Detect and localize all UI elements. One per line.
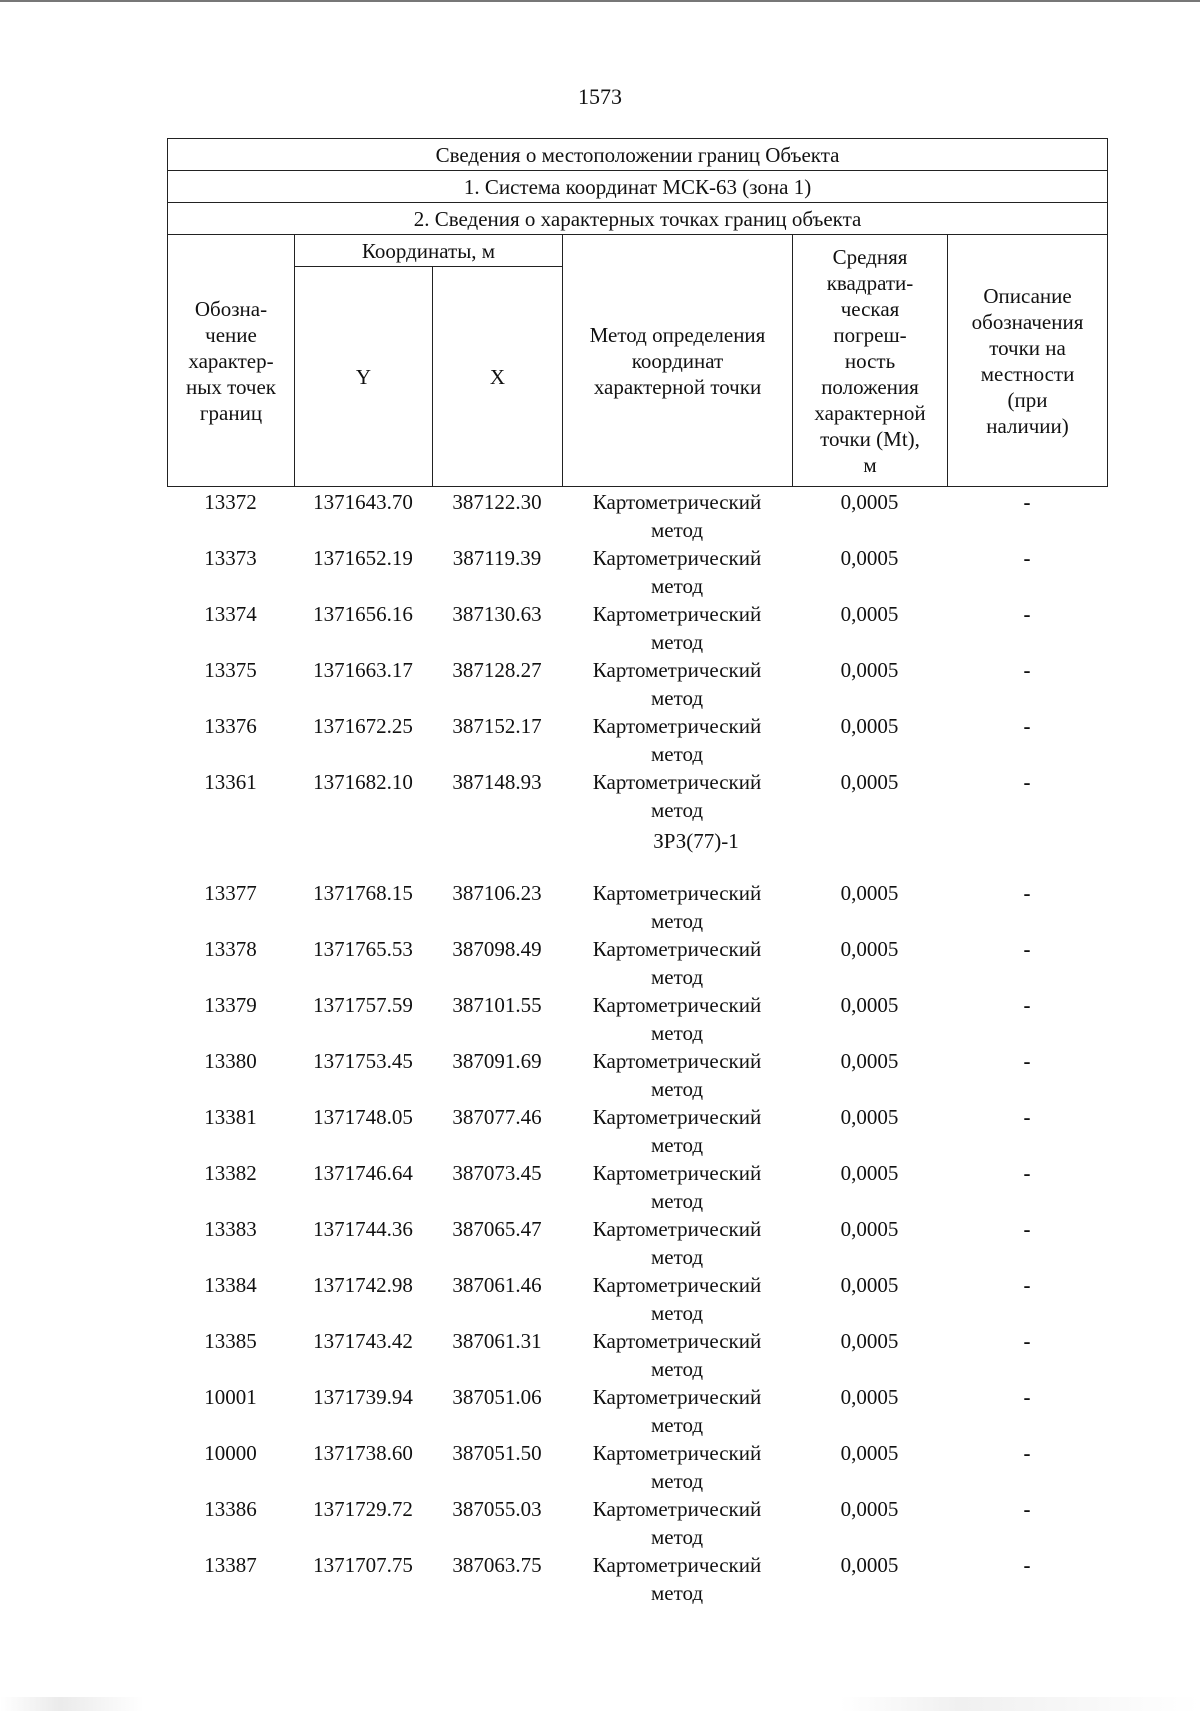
method: Картометрический метод — [592, 490, 762, 542]
table-row — [167, 879, 1107, 935]
coord-x: 387148.93 — [452, 770, 542, 794]
coord-x: 387077.46 — [452, 1105, 542, 1129]
col-method: Метод определения координат характерной точки — [563, 235, 793, 487]
table-row — [167, 1495, 1107, 1551]
description: - — [1023, 993, 1031, 1017]
error-value: 0,0005 — [840, 1441, 899, 1465]
error-value: 0,0005 — [840, 1161, 899, 1185]
col-y: Y — [295, 267, 433, 487]
description: - — [1023, 1217, 1031, 1241]
description: - — [1023, 658, 1031, 682]
coord-y: 1371739.94 — [313, 1385, 413, 1409]
description: - — [1023, 1553, 1031, 1577]
method: Картометрический метод — [592, 881, 762, 933]
error-value: 0,0005 — [840, 546, 899, 570]
coord-y: 1371748.05 — [313, 1105, 413, 1129]
coord-y: 1371672.25 — [313, 714, 413, 738]
method: Картометрический метод — [592, 1497, 762, 1549]
method: Картометрический метод — [592, 658, 762, 710]
table-row — [167, 1439, 1107, 1495]
table-row — [167, 1327, 1107, 1383]
table-row — [167, 935, 1107, 991]
table-row — [167, 488, 1107, 544]
coord-y: 1371744.36 — [313, 1217, 413, 1241]
point-number: 13379 — [204, 993, 257, 1017]
table-row — [167, 600, 1107, 656]
table-row — [167, 1047, 1107, 1103]
coord-x: 387061.31 — [452, 1329, 542, 1353]
point-number: 13381 — [204, 1105, 257, 1129]
error-value: 0,0005 — [840, 1049, 899, 1073]
error-value: 0,0005 — [840, 1329, 899, 1353]
top-scan-edge — [0, 0, 1200, 2]
description: - — [1023, 937, 1031, 961]
point-number: 13375 — [204, 658, 257, 682]
bottom-scan-edge — [0, 1697, 1200, 1711]
description: - — [1023, 714, 1031, 738]
point-number: 13361 — [204, 770, 257, 794]
table-row — [167, 656, 1107, 712]
coord-y: 1371652.19 — [313, 546, 413, 570]
point-number: 13387 — [204, 1553, 257, 1577]
coord-y: 1371682.10 — [313, 770, 413, 794]
coord-y: 1371707.75 — [313, 1553, 413, 1577]
point-number: 13382 — [204, 1161, 257, 1185]
description: - — [1023, 1105, 1031, 1129]
table-row — [167, 1383, 1107, 1439]
col-error: Средняя квадрати- ческая погреш- ность положения характерной точки (Mt), м — [793, 235, 948, 487]
method: Картометрический метод — [592, 770, 762, 822]
coord-x: 387055.03 — [452, 1497, 542, 1521]
description: - — [1023, 1161, 1031, 1185]
point-number: 13385 — [204, 1329, 257, 1353]
description: - — [1023, 770, 1031, 794]
coord-x: 387051.50 — [452, 1441, 542, 1465]
description: - — [1023, 1441, 1031, 1465]
error-value: 0,0005 — [840, 714, 899, 738]
group-main — [167, 488, 1107, 824]
coord-y: 1371768.15 — [313, 881, 413, 905]
coord-x: 387098.49 — [452, 937, 542, 961]
point-number: 13374 — [204, 602, 257, 626]
coord-y: 1371663.17 — [313, 658, 413, 682]
point-number: 13380 — [204, 1049, 257, 1073]
coord-x: 387152.17 — [452, 714, 542, 738]
coord-x: 387128.27 — [452, 658, 542, 682]
coord-x: 387051.06 — [452, 1385, 542, 1409]
header-coordinate-system: 1. Система координат МСК-63 (зона 1) — [168, 171, 1108, 203]
description: - — [1023, 1385, 1031, 1409]
method: Картометрический метод — [592, 1161, 762, 1213]
table-row — [167, 1215, 1107, 1271]
error-value: 0,0005 — [840, 993, 899, 1017]
error-value: 0,0005 — [840, 602, 899, 626]
error-value: 0,0005 — [840, 770, 899, 794]
error-value: 0,0005 — [840, 937, 899, 961]
table-row — [167, 544, 1107, 600]
table-row — [167, 1551, 1107, 1607]
coord-x: 387106.23 — [452, 881, 542, 905]
description: - — [1023, 546, 1031, 570]
description: - — [1023, 1329, 1031, 1353]
coord-y: 1371656.16 — [313, 602, 413, 626]
method: Картометрический метод — [592, 1273, 762, 1325]
table-row — [167, 712, 1107, 768]
table-row — [167, 1271, 1107, 1327]
description: - — [1023, 1049, 1031, 1073]
coord-y: 1371643.70 — [313, 490, 413, 514]
point-number: 13373 — [204, 546, 257, 570]
coord-x: 387119.39 — [452, 546, 542, 570]
coord-x: 387061.46 — [452, 1273, 542, 1297]
table-row — [167, 768, 1107, 824]
coord-y: 1371738.60 — [313, 1441, 413, 1465]
coord-x: 387091.69 — [452, 1049, 542, 1073]
col-description: Описание обозначения точки на местности (при наличии) — [948, 235, 1108, 487]
description: - — [1023, 602, 1031, 626]
error-value: 0,0005 — [840, 490, 899, 514]
boundary-header-table — [167, 138, 1108, 487]
coord-x: 387101.55 — [452, 993, 542, 1017]
coord-x: 387122.30 — [452, 490, 542, 514]
coord-x: 387130.63 — [452, 602, 542, 626]
point-number: 13383 — [204, 1217, 257, 1241]
error-value: 0,0005 — [840, 881, 899, 905]
table-row — [167, 1159, 1107, 1215]
point-number: 10000 — [204, 1441, 257, 1465]
coord-x: 387063.75 — [452, 1553, 542, 1577]
point-number: 10001 — [204, 1385, 257, 1409]
coord-y: 1371743.42 — [313, 1329, 413, 1353]
method: Картометрический метод — [592, 1441, 762, 1493]
point-number: 13376 — [204, 714, 257, 738]
col-coordinates: Координаты, м — [295, 235, 563, 267]
method: Картометрический метод — [592, 546, 762, 598]
error-value: 0,0005 — [840, 1217, 899, 1241]
zone-label: ЗРЗ(77)-1 — [653, 829, 739, 853]
table-row — [167, 991, 1107, 1047]
coord-y: 1371753.45 — [313, 1049, 413, 1073]
method: Картометрический метод — [592, 993, 762, 1045]
point-number: 13372 — [204, 490, 257, 514]
description: - — [1023, 1497, 1031, 1521]
point-number: 13384 — [204, 1273, 257, 1297]
table-row — [167, 1103, 1107, 1159]
error-value: 0,0005 — [840, 1105, 899, 1129]
error-value: 0,0005 — [840, 1553, 899, 1577]
col-x: X — [433, 267, 563, 487]
method: Картометрический метод — [592, 602, 762, 654]
method: Картометрический метод — [592, 1329, 762, 1381]
coord-y: 1371757.59 — [313, 993, 413, 1017]
method: Картометрический метод — [592, 1049, 762, 1101]
method: Картометрический метод — [592, 714, 762, 766]
coord-y: 1371729.72 — [313, 1497, 413, 1521]
point-number: 13386 — [204, 1497, 257, 1521]
coord-y: 1371765.53 — [313, 937, 413, 961]
error-value: 0,0005 — [840, 1273, 899, 1297]
header-title: Сведения о местоположении границ Объекта — [168, 139, 1108, 171]
point-number: 13378 — [204, 937, 257, 961]
col-designation: Обозна- чение характер- ных точек границ — [168, 235, 295, 487]
error-value: 0,0005 — [840, 658, 899, 682]
coord-y: 1371742.98 — [313, 1273, 413, 1297]
method: Картометрический метод — [592, 1553, 762, 1605]
description: - — [1023, 1273, 1031, 1297]
point-number: 13377 — [204, 881, 257, 905]
description: - — [1023, 881, 1031, 905]
method: Картометрический метод — [592, 1217, 762, 1269]
error-value: 0,0005 — [840, 1497, 899, 1521]
group-zrz — [167, 879, 1107, 1607]
page-number: 1573 — [578, 84, 622, 109]
coord-x: 387073.45 — [452, 1161, 542, 1185]
method: Картометрический метод — [592, 937, 762, 989]
method: Картометрический метод — [592, 1105, 762, 1157]
coord-y: 1371746.64 — [313, 1161, 413, 1185]
method: Картометрический метод — [592, 1385, 762, 1437]
coord-x: 387065.47 — [452, 1217, 542, 1241]
error-value: 0,0005 — [840, 1385, 899, 1409]
description: - — [1023, 490, 1031, 514]
table-body — [167, 488, 1107, 1607]
header-section: 2. Сведения о характерных точках границ объекта — [168, 203, 1108, 235]
